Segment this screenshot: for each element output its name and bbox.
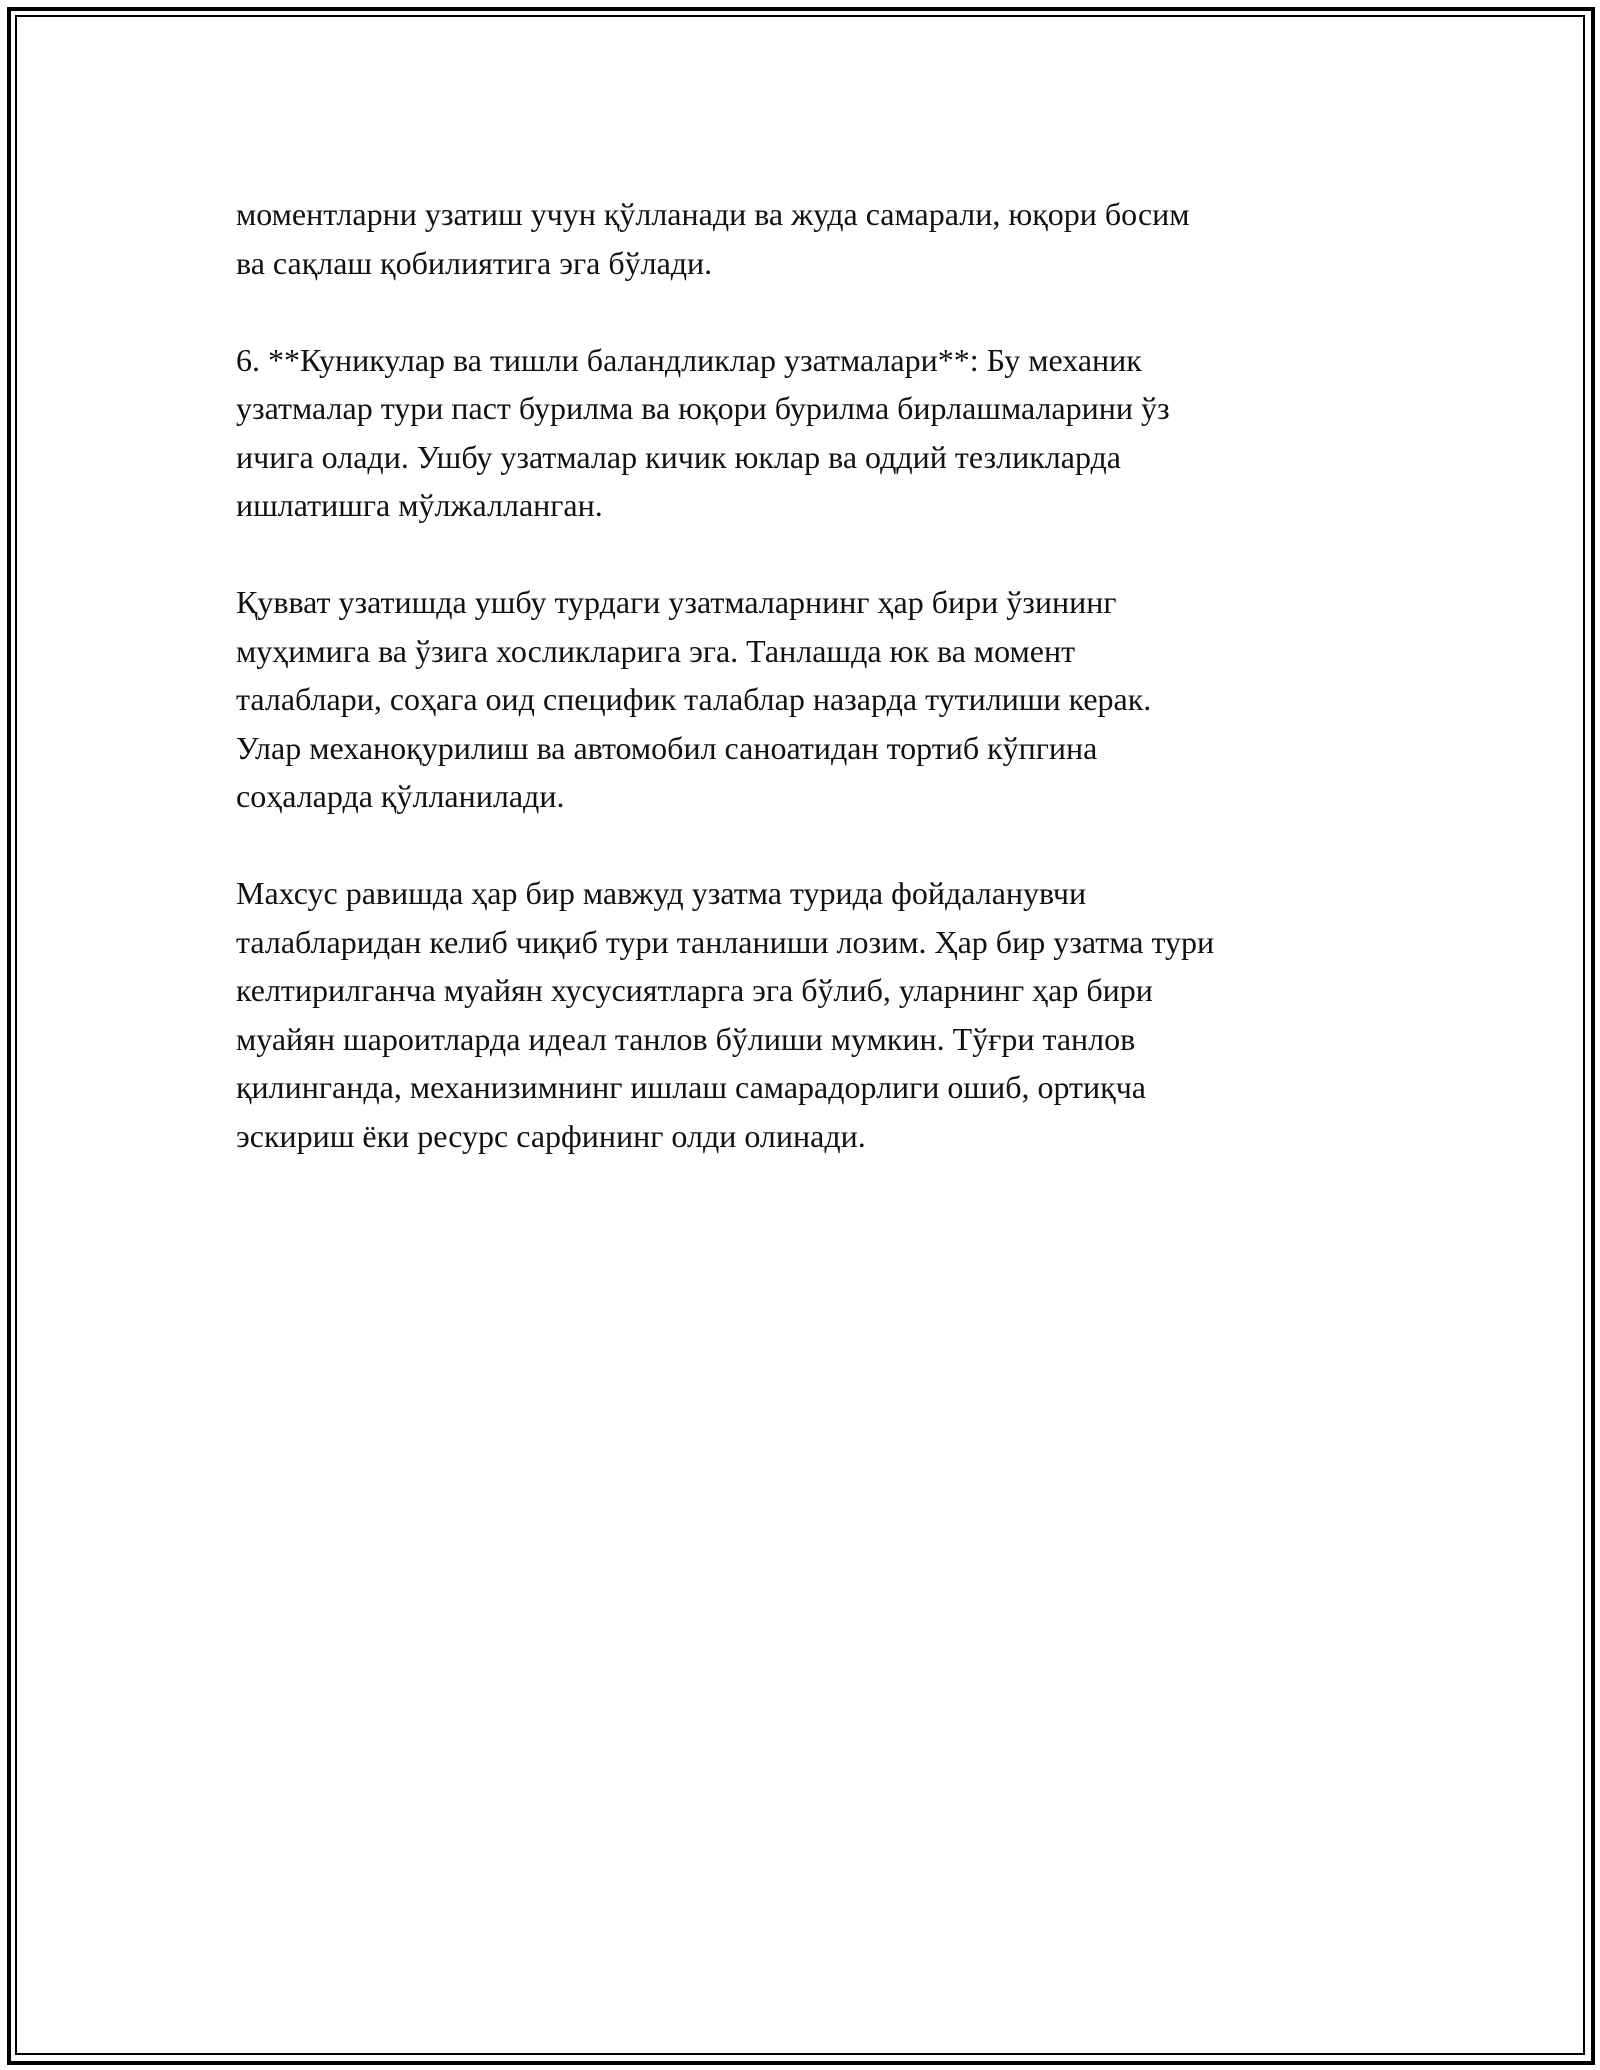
text-line: талаблари, соҳага оид специфик талаблар назарда тутилиши керак. (236, 681, 1152, 717)
text-line: қилинганда, механизимнинг ишлаш самарадорлиги ошиб, ортиқча (236, 1069, 1146, 1105)
text-line: эскириш ёки ресурс сарфининг олди олинади. (236, 1117, 866, 1154)
text-line: соҳаларда қўлланилади. (236, 778, 565, 814)
text-line: ишлатишга мўлжалланган. (236, 487, 603, 523)
text-line: келтирилганча муайян хусусиятларга эга бўлиб, уларнинг ҳар бири (236, 972, 1153, 1008)
text-line: моментларни узатиш учун қўлланади ва жуда самарали, юқори босим (236, 196, 1190, 232)
paragraph-2 (236, 336, 1386, 530)
text-line: Улар механоқурилиш ва автомобил саноатидан тортиб кўпгина (236, 729, 1098, 766)
paragraph-3 (236, 578, 1386, 821)
text-line: ва сақлаш қобилиятига эга бўлади. (236, 244, 713, 281)
text-line: талабларидан келиб чиқиб тури танланиши лозим. Ҳар бир узатма тури (236, 923, 1215, 960)
text-line: Қувват узатишда ушбу турдаги узатмаларнинг ҳар бири ўзининг (236, 584, 1117, 620)
text-line: 6. **Куникулар ва тишли баландликлар узатмалари**: Бу механик (236, 341, 1142, 378)
text-line: Махсус равишда ҳар бир мавжуд узатма турида фойдаланувчи (236, 875, 1087, 911)
text-line: муайян шароитларда идеал танлов бўлиши мумкин. Тўғри танлов (236, 1020, 1136, 1057)
text-line: ичига олади. Ушбу узатмалар кичик юклар ва оддий тезликларда (236, 438, 1121, 475)
paragraph-1 (236, 190, 1386, 287)
document-body (236, 190, 1386, 1209)
text-line: узатмалар тури паст бурилма ва юқори бурилма бирлашмаларини ўз (236, 390, 1170, 426)
paragraph-4 (236, 869, 1386, 1160)
text-line: муҳимига ва ўзига хосликларига эга. Танлашда юк ва момент (236, 632, 1076, 669)
